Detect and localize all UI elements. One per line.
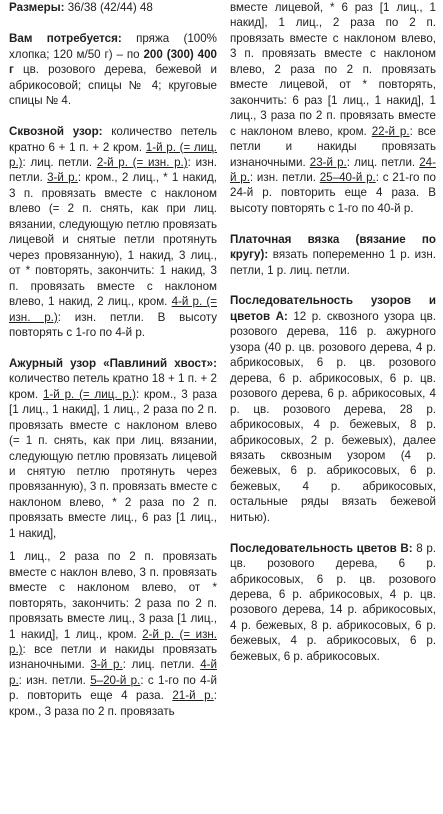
- materials-paragraph: [9, 31, 217, 108]
- lace-pattern-paragraph: [9, 124, 217, 340]
- sequence-a-paragraph: [230, 293, 436, 525]
- peacock-text: : лиц. петли.: [346, 155, 420, 169]
- kerchief-stitch-paragraph: [230, 232, 436, 278]
- materials-text: пряжа (100% хлопка; 120 м/50 г) – по: [9, 32, 217, 61]
- lace-text: : изн. петли.: [9, 156, 217, 185]
- sizes-label: Размеры:: [9, 1, 65, 14]
- row-ref: 3-й р.: [47, 171, 78, 185]
- peacock-pattern-paragraph: [9, 356, 217, 541]
- lace-text: : изн. петли. В высоту повторять с 1-го по 4-й р.: [9, 310, 217, 339]
- peacock-pattern-end: [230, 0, 436, 216]
- row-ref: 5–20-й р.: [90, 673, 141, 687]
- peacock-pattern-continued: [9, 549, 217, 719]
- peacock-pattern-label: Ажурный узор «Павлиний хвост»:: [9, 356, 217, 370]
- peacock-text: : кром., 3 раза по 2 п. провязать: [9, 689, 218, 718]
- row-ref: 2-й р. (= изн. р.): [9, 627, 218, 656]
- row-ref: 2-й р. (= изн. р.): [96, 156, 188, 170]
- lace-pattern-label: Сквозной узор:: [9, 125, 103, 139]
- row-ref: 23-й р.: [309, 155, 347, 169]
- peacock-text: : все петли и накиды провязать изнаночными.: [230, 124, 436, 169]
- peacock-text: вместе лицевой, * 6 раз [1 лиц., 1 накид], 1 лиц., 2 раза по 2 п. провязать вместе с наклоном влево, 3 п. провязать вместе с наклоном влево, 2 раза по 2 п. провязать вместе лицевой, от * повторять, закончить: 6 раз [1 лиц., 1 накид], 1 лиц., 3 раза по 2 п. провязать вместе с наклоном влево, кром.: [230, 1, 436, 138]
- sequence-a-label: Последовательность узоров и цветов А:: [230, 294, 436, 323]
- paragraph-gap: [9, 541, 217, 549]
- row-ref: 1-й р. (= лиц. р.): [42, 387, 136, 401]
- sequence-a-text: 12 р. сквозного узора цв. розового дерева, 116 р. ажурного узора (40 р. цв. розового дерева, 4 р. абрикосовых, 6 р. цв. розового дерева, 6 р. абрикосовых, 6 р. цв. розового дерева, 6 р. абрикосовых, 4 р. цв. розового дерева, 28 р. абрикосовых, 4 р. бежевых, 8 р. абрикосовых, 2 р. бежевых), далее вязать сквозным узором (4 р. бежевых, 6 р. абрикосовых, 6 р. бежевых, 4 р. абрикосовых, остальные ряды вязать бежевой нитью).: [230, 309, 436, 524]
- peacock-text: : изн. петли.: [249, 170, 320, 184]
- peacock-text: количество петель кратно 18 + 1 п. + 2 кром.: [9, 372, 217, 401]
- right-column: [230, 0, 436, 664]
- row-ref: 21-й р.: [172, 689, 214, 703]
- row-ref: 4-й р. (= изн. р.): [9, 295, 217, 324]
- row-ref: 24-й р.: [230, 155, 436, 184]
- peacock-text: : кром., 3 раза [1 лиц., 1 накид], 1 лиц., 2 раза по 2 п. провязать вместе с наклоном влево (= 1 п. снять, как при лиц. вязании, следующую петлю провязать лицевой и снятую петлю протянуть через провязанную), 3 п. провязать вместе с наклоном влево, * 2 раза по 2 п. провязать вместе лиц., 6 раз [1 лиц., 1 накид],: [9, 387, 217, 540]
- lace-text: : кром., 2 лиц., * 1 накид, 3 п. провязать вместе с наклоном влево (= 2 п. снять, как при лиц. вязании, следующую петлю провязать лицевой и снятые петли протянуть через провязанную), 1 накид, 3 лиц., от * повторять, закончить: 1 накид, 3 п. провязать вместе с наклоном влево, 1 накид, 2 лиц., кром.: [9, 171, 217, 309]
- sizes-values: 36/38 (42/44) 48: [64, 1, 153, 14]
- peacock-text: : все петли и накиды провязать изнаночными.: [9, 643, 217, 672]
- peacock-text: : изн. петли.: [18, 673, 91, 687]
- left-column: [9, 0, 217, 719]
- peacock-text: : с 1-го по 4-й р. повторить еще 4 раза.: [9, 673, 217, 703]
- kerchief-stitch-label: Платочная вязка (вязание по кругу):: [230, 232, 436, 262]
- materials-label: Вам потребуется:: [9, 32, 122, 46]
- row-ref: 4-й р.: [9, 658, 217, 687]
- sequence-b-label: Последовательность цветов В:: [230, 541, 413, 555]
- peacock-text: : с 21-го по 24-й р. повторить еще 4 раза. В высоту повторять с 1-го по 40-й р.: [230, 170, 436, 215]
- materials-text-2: цв. розового дерева, бежевой и абрикосовой; спицы № 4; круговые спицы № 4.: [9, 63, 217, 108]
- row-ref: 1-й р. (= лиц. р.): [9, 140, 217, 170]
- lace-text: количество петель кратно 6 + 1 п. + 2 кром.: [9, 125, 217, 154]
- yarn-amount: 200 (300) 400 г: [9, 47, 218, 77]
- row-ref: 25–40-й р.: [319, 170, 376, 184]
- lace-text: : лиц. петли.: [22, 156, 97, 170]
- row-ref: 22-й р.: [371, 124, 410, 138]
- kerchief-text: вязать попеременно 1 р. изн. петли, 1 р. лиц. петли.: [230, 248, 436, 277]
- sizes-paragraph: [9, 0, 217, 15]
- sequence-b-paragraph: [230, 541, 436, 665]
- sequence-b-text: 8 р. цв. розового дерева, 6 р. абрикосовых, 6 р. цв. розового дерева, 6 р. абрикосовых, 4 р. цв. розового дерева, 14 р. абрикосовых, 4 р. бежевых, 8 р. абрикосовых, 6 р. бежевых, 4 р. абрикосовых, 6 р. бежевых, 6 р. абрикосовых.: [230, 541, 436, 663]
- peacock-text: : лиц. петли.: [122, 658, 201, 672]
- peacock-text: 1 лиц., 2 раза по 2 п. провязать вместе с наклон влево, 3 п. провязать вместе с наклоном влево, от * повторять, закончить: 2 раза по 2 п. провязать вместе лиц., 3 раза [1 лиц., 1 накид], 1 лиц., кром.: [9, 550, 217, 641]
- row-ref: 3-й р.: [90, 658, 123, 672]
